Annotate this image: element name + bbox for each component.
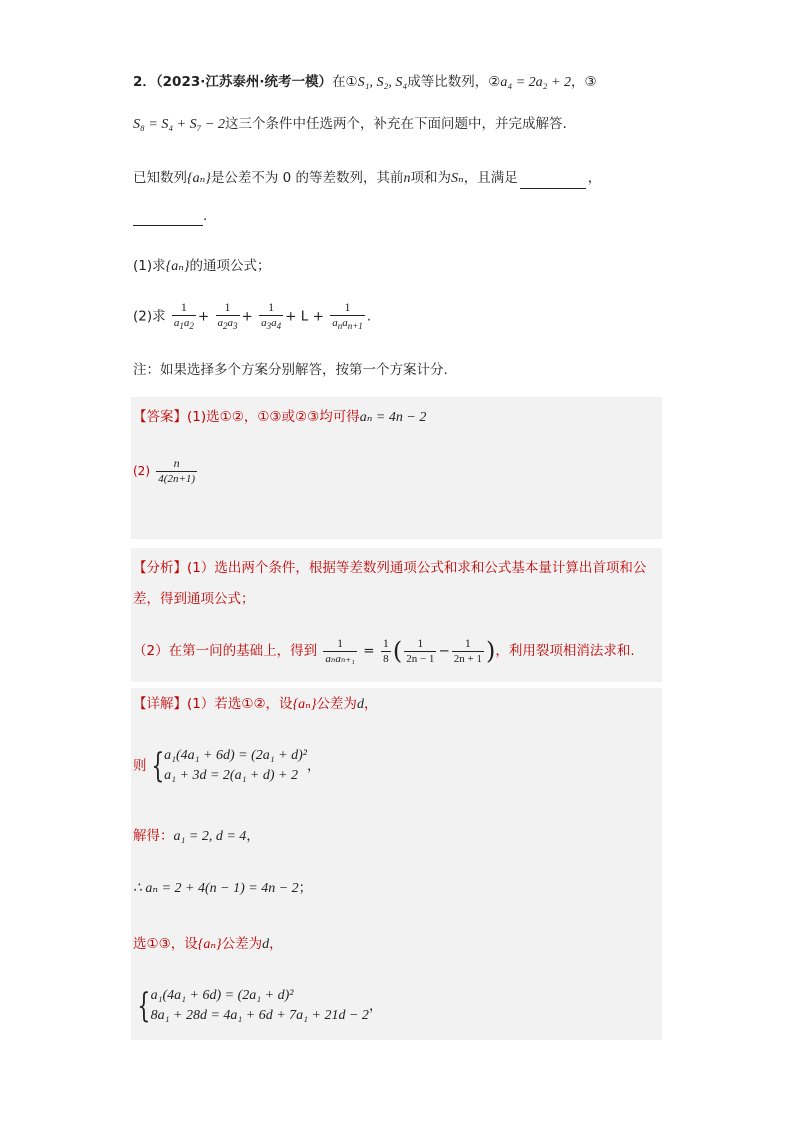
detail-system-2: { a₁(4a₁ + 6d) = (2a₁ + d)² 8a₁ + 28d = 4a₁ + 6d + 7a₁ + 21d − 2 ， (137, 986, 383, 1026)
answer-line-2: (2) $\frac{n}{4(2n+1)}$ (133, 456, 196, 485)
detail-line-5: 选①③，设{aₙ}公差为d， (133, 936, 283, 952)
answer-blank-1[interactable] (520, 174, 586, 189)
detail-solve: 解得：a₁ = 2, d = 4， (133, 828, 260, 844)
detail-result-1: ∴ aₙ = 2 + 4(n − 1) = 4n − 2； (133, 880, 313, 896)
scoring-note: 注：如果选择多个方案分别解答，按第一个方案计分. (133, 362, 448, 378)
condition-1: S₁, S₂, S₄ (357, 75, 408, 90)
condition-2: a₄ = 2a₂ + 2 (500, 75, 571, 90)
problem-line-1: 2．（2023·江苏泰州·统考一模）在①S₁, S₂, S₄成等比数列，②a₄ = 2a₂ + 2，③ (133, 74, 597, 90)
condition-3: S₈ = S₄ + S₇ − 2 (133, 117, 225, 132)
answer-formula-1: aₙ = 4n − 2 (359, 410, 427, 425)
detail-system-1: 则 { a₁(4a₁ + 6d) = (2a₁ + d)² a₁ + 3d = 2(a₁ + d) + 2 ， (133, 746, 321, 786)
analysis-line-1: 【分析】(1）选出两个条件，根据等差数列通项公式和求和公式基本量计算出首项和公 (133, 560, 647, 576)
answer-tag: 【答案】 (133, 409, 187, 425)
answer-blank-2[interactable] (133, 211, 203, 226)
detail-tag: 【详解】 (133, 696, 187, 712)
analysis-line-2: 差，得到通项公式； (133, 591, 255, 607)
problem-stem: 已知数列{aₙ}是公差不为 0 的等差数列，其前n项和为Sₙ，且满足 ， (133, 168, 601, 189)
fraction-term-3: $\frac{1}{a_3a_4}$ (261, 300, 282, 331)
answer-line-1: 【答案】(1)选①②，①③或②③均可得aₙ = 4n − 2 (133, 409, 427, 425)
problem-line-2: S₈ = S₄ + S₇ − 2这三个条件中任选两个，补充在下面问题中，并完成解答. (133, 116, 567, 132)
analysis-line-3: （2）在第一问的基础上，得到 $\frac{1}{\text{aₙaₙ₊₁}}$ = $\frac{1}{8}$ ( $\frac{1}{2n - 1}$ − $\frac{1}{2n + 1}$ )，利用裂项相消法求和. (133, 636, 635, 665)
analysis-tag: 【分析】 (133, 560, 187, 576)
fraction-term-1: $\frac{1}{a_1a_2}$ (173, 300, 194, 331)
system-1-eq-1: a₁(4a₁ + 6d) = (2a₁ + d)² (164, 748, 307, 763)
system-2-eq-1: a₁(4a₁ + 6d) = (2a₁ + d)² (150, 988, 294, 1003)
fraction-term-n: $\frac{1}{a_na_{n+1}}$ (332, 300, 363, 331)
detail-line-1: 【详解】(1）若选①②，设{aₙ}公差为d， (133, 696, 378, 712)
fraction-term-2: $\frac{1}{a_2a_3}$ (217, 300, 238, 331)
system-2-eq-2: 8a₁ + 28d = 4a₁ + 6d + 7a₁ + 21d − 2 (150, 1008, 369, 1023)
question-2: (2)求 $\frac{1}{a_1a_2}$ + $\frac{1}{a_2a_3}$ + $\frac{1}{a_3a_4}$ + L + $\frac{1}{a_na_{n+1}}$ . (133, 300, 372, 331)
problem-number: 2． (133, 74, 156, 90)
problem-source: （2023·江苏泰州·统考一模） (155, 74, 332, 90)
problem-stem-cont: . (133, 206, 207, 226)
answer-formula-2: $\frac{n}{4(2n+1)}$ (158, 456, 196, 485)
question-1: (1)求{aₙ}的通项公式； (133, 258, 271, 274)
system-1-eq-2: a₁ + 3d = 2(a₁ + d) + 2 (164, 768, 298, 783)
